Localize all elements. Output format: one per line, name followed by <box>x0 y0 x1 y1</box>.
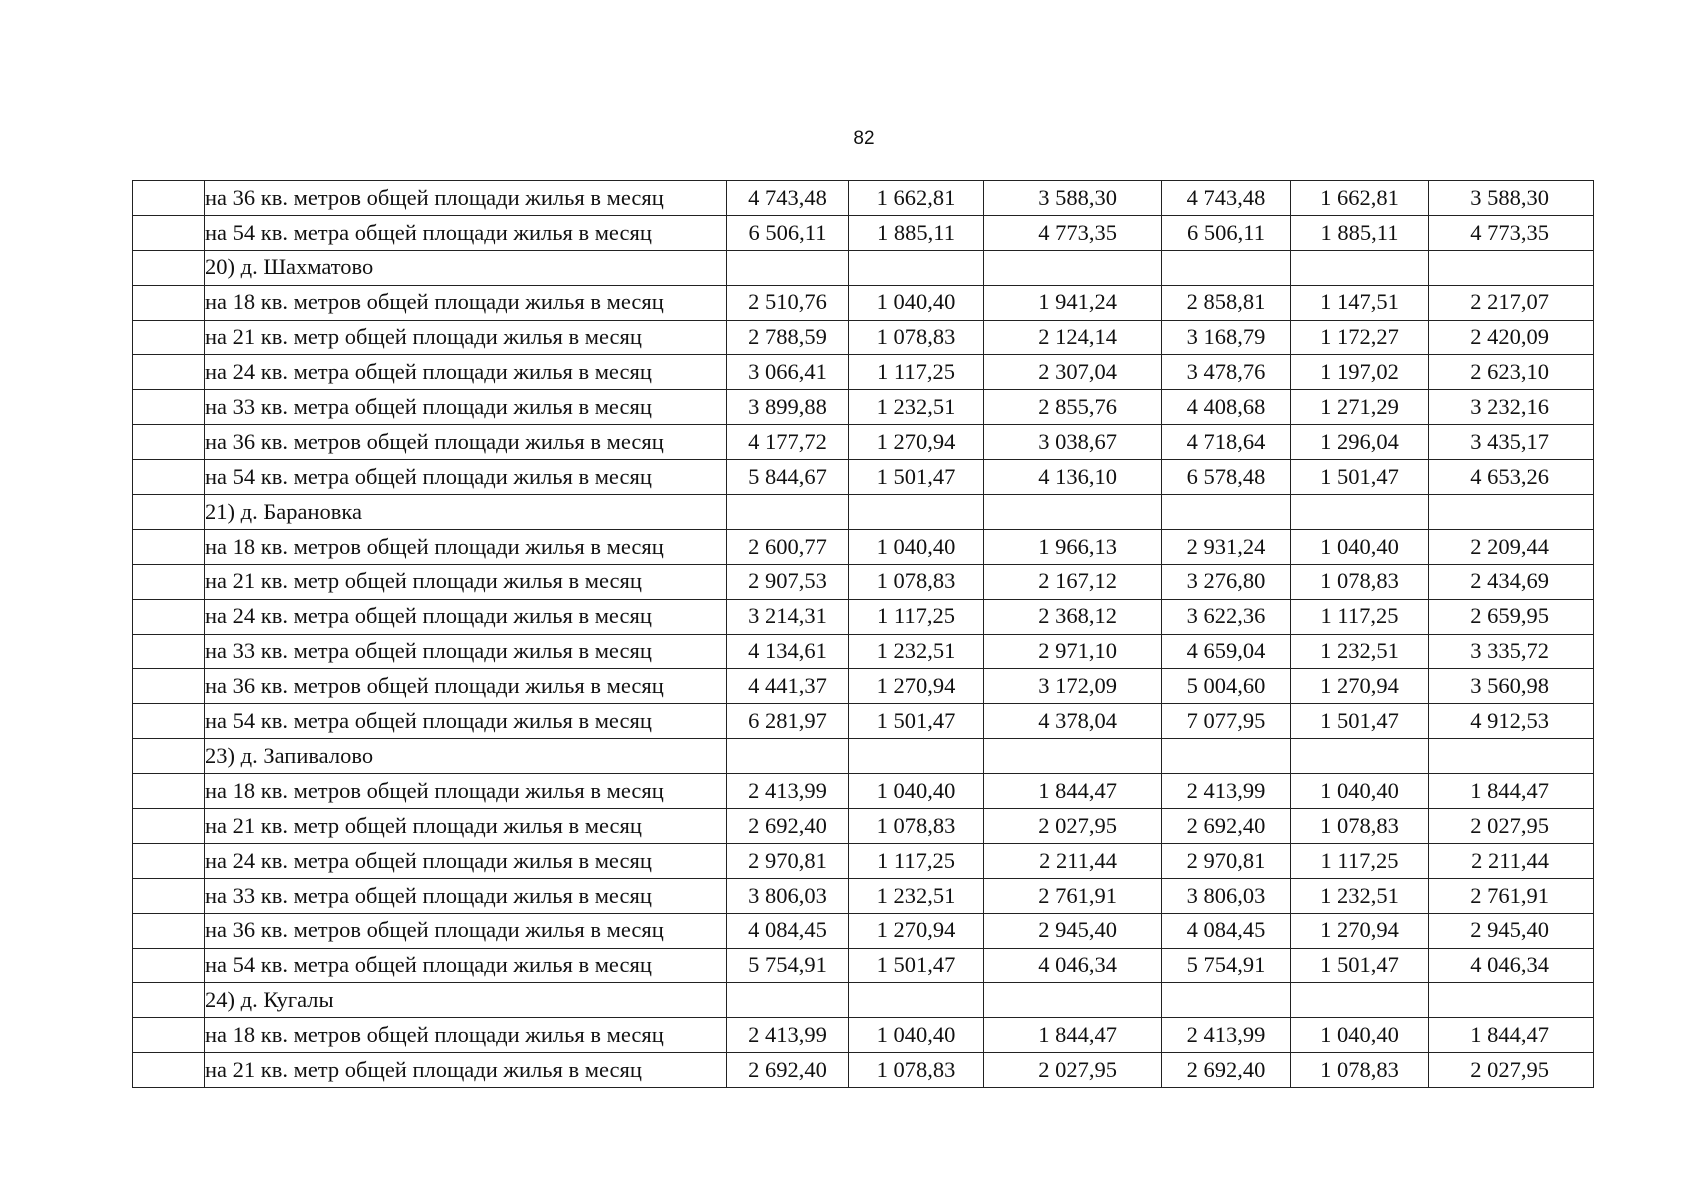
row-label: на 33 кв. метра общей площади жилья в месяц <box>205 390 727 425</box>
value-cell: 4 659,04 <box>1162 634 1291 669</box>
value-cell: 1 966,13 <box>984 529 1162 564</box>
value-cell: 4 134,61 <box>727 634 849 669</box>
value-cell: 1 271,29 <box>1291 390 1429 425</box>
index-cell <box>133 634 205 669</box>
table-row <box>133 774 1594 809</box>
value-cell: 2 659,95 <box>1429 599 1594 634</box>
index-cell <box>133 215 205 250</box>
value-cell: 2 124,14 <box>984 320 1162 355</box>
row-label: на 36 кв. метров общей площади жилья в месяц <box>205 425 727 460</box>
empty-cell <box>984 739 1162 774</box>
index-cell <box>133 425 205 460</box>
empty-cell <box>727 250 849 285</box>
value-cell: 1 232,51 <box>1291 878 1429 913</box>
empty-cell <box>1429 250 1594 285</box>
index-cell <box>133 285 205 320</box>
row-label: на 24 кв. метра общей площади жилья в месяц <box>205 843 727 878</box>
value-cell: 2 858,81 <box>1162 285 1291 320</box>
value-cell: 1 885,11 <box>849 215 984 250</box>
row-label: на 21 кв. метр общей площади жилья в месяц <box>205 320 727 355</box>
value-cell: 4 046,34 <box>1429 948 1594 983</box>
value-cell: 2 027,95 <box>1429 1053 1594 1088</box>
value-cell: 1 040,40 <box>1291 529 1429 564</box>
index-cell <box>133 704 205 739</box>
empty-cell <box>849 250 984 285</box>
value-cell: 1 662,81 <box>1291 181 1429 216</box>
empty-cell <box>1291 739 1429 774</box>
index-cell <box>133 250 205 285</box>
value-cell: 1 040,40 <box>849 774 984 809</box>
value-cell: 1 270,94 <box>1291 669 1429 704</box>
table-row <box>133 181 1594 216</box>
index-cell <box>133 599 205 634</box>
index-cell <box>133 843 205 878</box>
empty-cell <box>1429 739 1594 774</box>
value-cell: 2 970,81 <box>1162 843 1291 878</box>
value-cell: 1 501,47 <box>849 704 984 739</box>
table-row <box>133 1053 1594 1088</box>
empty-cell <box>849 983 984 1018</box>
section-row <box>133 983 1594 1018</box>
value-cell: 6 506,11 <box>1162 215 1291 250</box>
value-cell: 4 177,72 <box>727 425 849 460</box>
index-cell <box>133 460 205 495</box>
value-cell: 1 040,40 <box>849 1018 984 1053</box>
value-cell: 1 117,25 <box>849 843 984 878</box>
value-cell: 4 743,48 <box>727 181 849 216</box>
section-row <box>133 495 1594 530</box>
index-cell <box>133 774 205 809</box>
value-cell: 4 408,68 <box>1162 390 1291 425</box>
empty-cell <box>849 739 984 774</box>
index-cell <box>133 1018 205 1053</box>
table-row <box>133 704 1594 739</box>
value-cell: 1 844,47 <box>984 1018 1162 1053</box>
value-cell: 2 211,44 <box>1429 843 1594 878</box>
value-cell: 2 692,40 <box>727 1053 849 1088</box>
value-cell: 2 623,10 <box>1429 355 1594 390</box>
value-cell: 1 078,83 <box>849 809 984 844</box>
tariff-table <box>132 180 1594 1088</box>
index-cell <box>133 529 205 564</box>
empty-cell <box>1162 983 1291 1018</box>
value-cell: 3 335,72 <box>1429 634 1594 669</box>
value-cell: 6 578,48 <box>1162 460 1291 495</box>
section-title: 24) д. Кугалы <box>205 983 727 1018</box>
index-cell <box>133 320 205 355</box>
value-cell: 2 434,69 <box>1429 564 1594 599</box>
table-row <box>133 1018 1594 1053</box>
value-cell: 2 209,44 <box>1429 529 1594 564</box>
table-row <box>133 843 1594 878</box>
value-cell: 1 232,51 <box>1291 634 1429 669</box>
section-title: 23) д. Запивалово <box>205 739 727 774</box>
row-label: на 18 кв. метров общей площади жилья в месяц <box>205 774 727 809</box>
value-cell: 1 501,47 <box>1291 460 1429 495</box>
value-cell: 1 197,02 <box>1291 355 1429 390</box>
table-row <box>133 564 1594 599</box>
table-row <box>133 390 1594 425</box>
table-body <box>133 181 1594 1088</box>
row-label: на 18 кв. метров общей площади жилья в месяц <box>205 285 727 320</box>
table-row <box>133 460 1594 495</box>
index-cell <box>133 948 205 983</box>
value-cell: 2 970,81 <box>727 843 849 878</box>
empty-cell <box>1291 495 1429 530</box>
empty-cell <box>1429 495 1594 530</box>
index-cell <box>133 495 205 530</box>
value-cell: 2 420,09 <box>1429 320 1594 355</box>
value-cell: 1 844,47 <box>984 774 1162 809</box>
index-cell <box>133 564 205 599</box>
value-cell: 3 276,80 <box>1162 564 1291 599</box>
value-cell: 4 912,53 <box>1429 704 1594 739</box>
value-cell: 1 501,47 <box>849 948 984 983</box>
value-cell: 1 270,94 <box>849 669 984 704</box>
section-title: 21) д. Барановка <box>205 495 727 530</box>
value-cell: 2 027,95 <box>984 809 1162 844</box>
value-cell: 1 270,94 <box>1291 913 1429 948</box>
index-cell <box>133 983 205 1018</box>
value-cell: 1 885,11 <box>1291 215 1429 250</box>
value-cell: 2 307,04 <box>984 355 1162 390</box>
empty-cell <box>984 250 1162 285</box>
value-cell: 1 147,51 <box>1291 285 1429 320</box>
value-cell: 2 027,95 <box>984 1053 1162 1088</box>
section-row <box>133 739 1594 774</box>
row-label: на 36 кв. метров общей площади жилья в месяц <box>205 181 727 216</box>
row-label: на 18 кв. метров общей площади жилья в месяц <box>205 1018 727 1053</box>
index-cell <box>133 739 205 774</box>
value-cell: 3 478,76 <box>1162 355 1291 390</box>
value-cell: 1 117,25 <box>1291 843 1429 878</box>
empty-cell <box>849 495 984 530</box>
value-cell: 2 413,99 <box>727 1018 849 1053</box>
empty-cell <box>1429 983 1594 1018</box>
page-number: 82 <box>853 128 875 149</box>
value-cell: 4 441,37 <box>727 669 849 704</box>
value-cell: 3 560,98 <box>1429 669 1594 704</box>
value-cell: 4 773,35 <box>984 215 1162 250</box>
empty-cell <box>727 495 849 530</box>
empty-cell <box>727 739 849 774</box>
row-label: на 21 кв. метр общей площади жилья в месяц <box>205 1053 727 1088</box>
value-cell: 2 510,76 <box>727 285 849 320</box>
value-cell: 1 270,94 <box>849 425 984 460</box>
value-cell: 4 653,26 <box>1429 460 1594 495</box>
table-row <box>133 285 1594 320</box>
value-cell: 2 788,59 <box>727 320 849 355</box>
value-cell: 2 692,40 <box>1162 809 1291 844</box>
value-cell: 6 506,11 <box>727 215 849 250</box>
value-cell: 1 078,83 <box>849 320 984 355</box>
table-row <box>133 599 1594 634</box>
row-label: на 36 кв. метров общей площади жилья в месяц <box>205 669 727 704</box>
table-row <box>133 913 1594 948</box>
value-cell: 3 232,16 <box>1429 390 1594 425</box>
value-cell: 4 718,64 <box>1162 425 1291 460</box>
value-cell: 2 931,24 <box>1162 529 1291 564</box>
value-cell: 3 172,09 <box>984 669 1162 704</box>
empty-cell <box>1162 250 1291 285</box>
value-cell: 2 413,99 <box>1162 1018 1291 1053</box>
row-label: на 21 кв. метр общей площади жилья в месяц <box>205 809 727 844</box>
value-cell: 1 296,04 <box>1291 425 1429 460</box>
row-label: на 24 кв. метра общей площади жилья в месяц <box>205 599 727 634</box>
value-cell: 1 040,40 <box>1291 1018 1429 1053</box>
value-cell: 3 168,79 <box>1162 320 1291 355</box>
row-label: на 33 кв. метра общей площади жилья в месяц <box>205 878 727 913</box>
value-cell: 2 761,91 <box>984 878 1162 913</box>
value-cell: 2 027,95 <box>1429 809 1594 844</box>
value-cell: 1 117,25 <box>849 355 984 390</box>
row-label: на 33 кв. метра общей площади жилья в месяц <box>205 634 727 669</box>
index-cell <box>133 181 205 216</box>
index-cell <box>133 355 205 390</box>
value-cell: 3 214,31 <box>727 599 849 634</box>
index-cell <box>133 1053 205 1088</box>
value-cell: 1 078,83 <box>849 1053 984 1088</box>
value-cell: 2 945,40 <box>1429 913 1594 948</box>
value-cell: 2 413,99 <box>1162 774 1291 809</box>
row-label: на 18 кв. метров общей площади жилья в месяц <box>205 529 727 564</box>
value-cell: 2 413,99 <box>727 774 849 809</box>
value-cell: 4 743,48 <box>1162 181 1291 216</box>
table-row <box>133 425 1594 460</box>
index-cell <box>133 390 205 425</box>
value-cell: 1 270,94 <box>849 913 984 948</box>
value-cell: 3 066,41 <box>727 355 849 390</box>
row-label: на 36 кв. метров общей площади жилья в месяц <box>205 913 727 948</box>
value-cell: 1 078,83 <box>1291 1053 1429 1088</box>
value-cell: 1 078,83 <box>1291 809 1429 844</box>
value-cell: 4 136,10 <box>984 460 1162 495</box>
value-cell: 4 046,34 <box>984 948 1162 983</box>
value-cell: 1 040,40 <box>1291 774 1429 809</box>
value-cell: 4 084,45 <box>727 913 849 948</box>
index-cell <box>133 669 205 704</box>
value-cell: 1 117,25 <box>1291 599 1429 634</box>
value-cell: 5 754,91 <box>1162 948 1291 983</box>
table-row <box>133 215 1594 250</box>
value-cell: 2 761,91 <box>1429 878 1594 913</box>
index-cell <box>133 913 205 948</box>
value-cell: 5 754,91 <box>727 948 849 983</box>
value-cell: 1 501,47 <box>1291 948 1429 983</box>
value-cell: 2 692,40 <box>727 809 849 844</box>
value-cell: 2 692,40 <box>1162 1053 1291 1088</box>
row-label: на 54 кв. метра общей площади жилья в месяц <box>205 460 727 495</box>
value-cell: 6 281,97 <box>727 704 849 739</box>
empty-cell <box>984 495 1162 530</box>
empty-cell <box>984 983 1162 1018</box>
value-cell: 2 907,53 <box>727 564 849 599</box>
empty-cell <box>1291 983 1429 1018</box>
value-cell: 1 844,47 <box>1429 774 1594 809</box>
value-cell: 2 971,10 <box>984 634 1162 669</box>
value-cell: 5 844,67 <box>727 460 849 495</box>
empty-cell <box>1291 250 1429 285</box>
table-row <box>133 878 1594 913</box>
value-cell: 4 084,45 <box>1162 913 1291 948</box>
value-cell: 1 078,83 <box>1291 564 1429 599</box>
value-cell: 3 435,17 <box>1429 425 1594 460</box>
value-cell: 4 773,35 <box>1429 215 1594 250</box>
table-row <box>133 529 1594 564</box>
table-row <box>133 669 1594 704</box>
index-cell <box>133 809 205 844</box>
value-cell: 3 038,67 <box>984 425 1162 460</box>
value-cell: 1 501,47 <box>1291 704 1429 739</box>
index-cell <box>133 878 205 913</box>
value-cell: 1 232,51 <box>849 878 984 913</box>
value-cell: 1 078,83 <box>849 564 984 599</box>
value-cell: 1 172,27 <box>1291 320 1429 355</box>
value-cell: 1 844,47 <box>1429 1018 1594 1053</box>
value-cell: 2 855,76 <box>984 390 1162 425</box>
value-cell: 1 040,40 <box>849 285 984 320</box>
value-cell: 3 588,30 <box>984 181 1162 216</box>
section-title: 20) д. Шахматово <box>205 250 727 285</box>
value-cell: 4 378,04 <box>984 704 1162 739</box>
value-cell: 3 806,03 <box>1162 878 1291 913</box>
value-cell: 1 040,40 <box>849 529 984 564</box>
row-label: на 54 кв. метра общей площади жилья в месяц <box>205 704 727 739</box>
value-cell: 1 232,51 <box>849 390 984 425</box>
table-row <box>133 355 1594 390</box>
value-cell: 3 622,36 <box>1162 599 1291 634</box>
row-label: на 24 кв. метра общей площади жилья в месяц <box>205 355 727 390</box>
value-cell: 1 501,47 <box>849 460 984 495</box>
value-cell: 5 004,60 <box>1162 669 1291 704</box>
value-cell: 3 899,88 <box>727 390 849 425</box>
empty-cell <box>1162 739 1291 774</box>
value-cell: 7 077,95 <box>1162 704 1291 739</box>
table-row <box>133 809 1594 844</box>
section-row <box>133 250 1594 285</box>
empty-cell <box>727 983 849 1018</box>
value-cell: 3 588,30 <box>1429 181 1594 216</box>
row-label: на 54 кв. метра общей площади жилья в месяц <box>205 215 727 250</box>
value-cell: 2 600,77 <box>727 529 849 564</box>
value-cell: 2 217,07 <box>1429 285 1594 320</box>
row-label: на 54 кв. метра общей площади жилья в месяц <box>205 948 727 983</box>
value-cell: 1 117,25 <box>849 599 984 634</box>
value-cell: 2 945,40 <box>984 913 1162 948</box>
value-cell: 1 941,24 <box>984 285 1162 320</box>
table-row <box>133 320 1594 355</box>
value-cell: 2 167,12 <box>984 564 1162 599</box>
value-cell: 1 232,51 <box>849 634 984 669</box>
value-cell: 1 662,81 <box>849 181 984 216</box>
empty-cell <box>1162 495 1291 530</box>
value-cell: 2 211,44 <box>984 843 1162 878</box>
row-label: на 21 кв. метр общей площади жилья в месяц <box>205 564 727 599</box>
value-cell: 3 806,03 <box>727 878 849 913</box>
table-row <box>133 948 1594 983</box>
value-cell: 2 368,12 <box>984 599 1162 634</box>
table-row <box>133 634 1594 669</box>
